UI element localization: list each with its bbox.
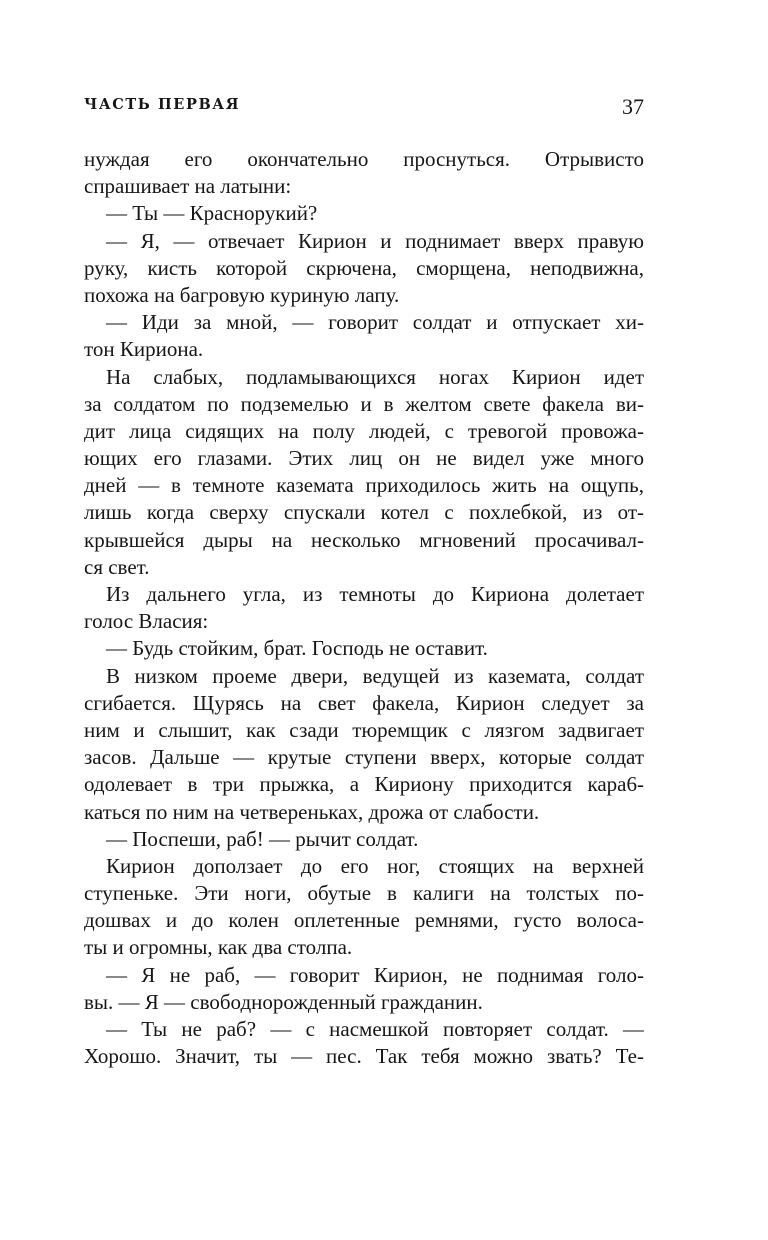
page-number: 37 — [622, 94, 644, 119]
text-line: руку, кисть которой скрючена, сморщена, неподвижна, — [84, 255, 644, 280]
body-text — [84, 146, 644, 1070]
text-line: Хорошо. Значит, ты — пес. Так тебя можно звать? Те- — [84, 1044, 644, 1069]
text-line: каться по ним на четвереньках, дрожа от слабости. — [84, 799, 540, 824]
text-line: В низком проеме двери, ведущей из каземата, солдат — [106, 663, 644, 688]
text-line: — Я, — отвечает Кирион и поднимает вверх правую — [106, 228, 644, 253]
text-line: ступеньке. Эти ноги, обутые в калиги на толстых по- — [84, 881, 644, 906]
text-line: ся свет. — [84, 554, 150, 579]
text-line: ты и огромны, как два столпа. — [84, 935, 353, 960]
text-line: На слабых, подламывающихся ногах Кирион идет — [106, 364, 644, 389]
text-line: ним и слышит, как сзади тюремщик с лязгом задвигает — [84, 717, 644, 742]
text-line: ющих его глазами. Этих лиц он не видел уже много — [84, 446, 644, 471]
text-line: голос Власия: — [84, 609, 209, 634]
text-line: — Будь стойким, брат. Господь не оставит. — [106, 636, 488, 661]
text-line: крывшейся дыры на несколько мгновений просачивал- — [84, 527, 644, 552]
running-header: ЧАСТЬ ПЕРВАЯ — [84, 96, 241, 113]
text-line: — Ты — Краснорукий? — [106, 201, 318, 226]
text-line: лишь когда сверху спускали котел с похлебкой, из от- — [84, 500, 644, 525]
text-line: дошвах и до колен оплетенные ремнями, густо волоса- — [84, 908, 644, 933]
text-line: тон Кириона. — [84, 337, 204, 362]
text-line: похожа на багровую куриную лапу. — [84, 282, 400, 307]
text-line: дит лица сидящих на полу людей, с тревогой провожа- — [84, 418, 644, 443]
text-line: засов. Дальше — крутые ступени вверх, которые солдат — [84, 745, 644, 770]
text-line: вы. — Я — свободнорожденный гражданин. — [84, 989, 483, 1014]
text-line: нуждая его окончательно проснуться. Отрывисто — [84, 147, 644, 171]
text-line: сгибается. Щурясь на свет факела, Кирион следует за — [84, 690, 644, 715]
text-line: спрашивает на латыни: — [84, 174, 292, 199]
text-line: — Иди за мной, — говорит солдат и отпускает хи- — [106, 310, 644, 335]
text-line: за солдатом по подземелью и в желтом свете факела ви- — [84, 391, 644, 416]
text-line: — Я не раб, — говорит Кирион, не поднимая голо- — [106, 962, 644, 987]
text-line: Из дальнего угла, из темноты до Кириона долетает — [106, 582, 644, 606]
text-line: — Ты не раб? — с насмешкой повторяет солдат. — — [106, 1017, 644, 1041]
text-line: — Поспеши, раб! — рычит солдат. — [106, 826, 419, 851]
text-line: Кирион доползает до его ног, стоящих на верхней — [106, 853, 644, 878]
text-line: одолевает в три прыжка, а Кириону приходится кара6- — [84, 772, 644, 797]
text-line: дней — в темноте каземата приходилось жить на ощупь, — [84, 473, 644, 498]
